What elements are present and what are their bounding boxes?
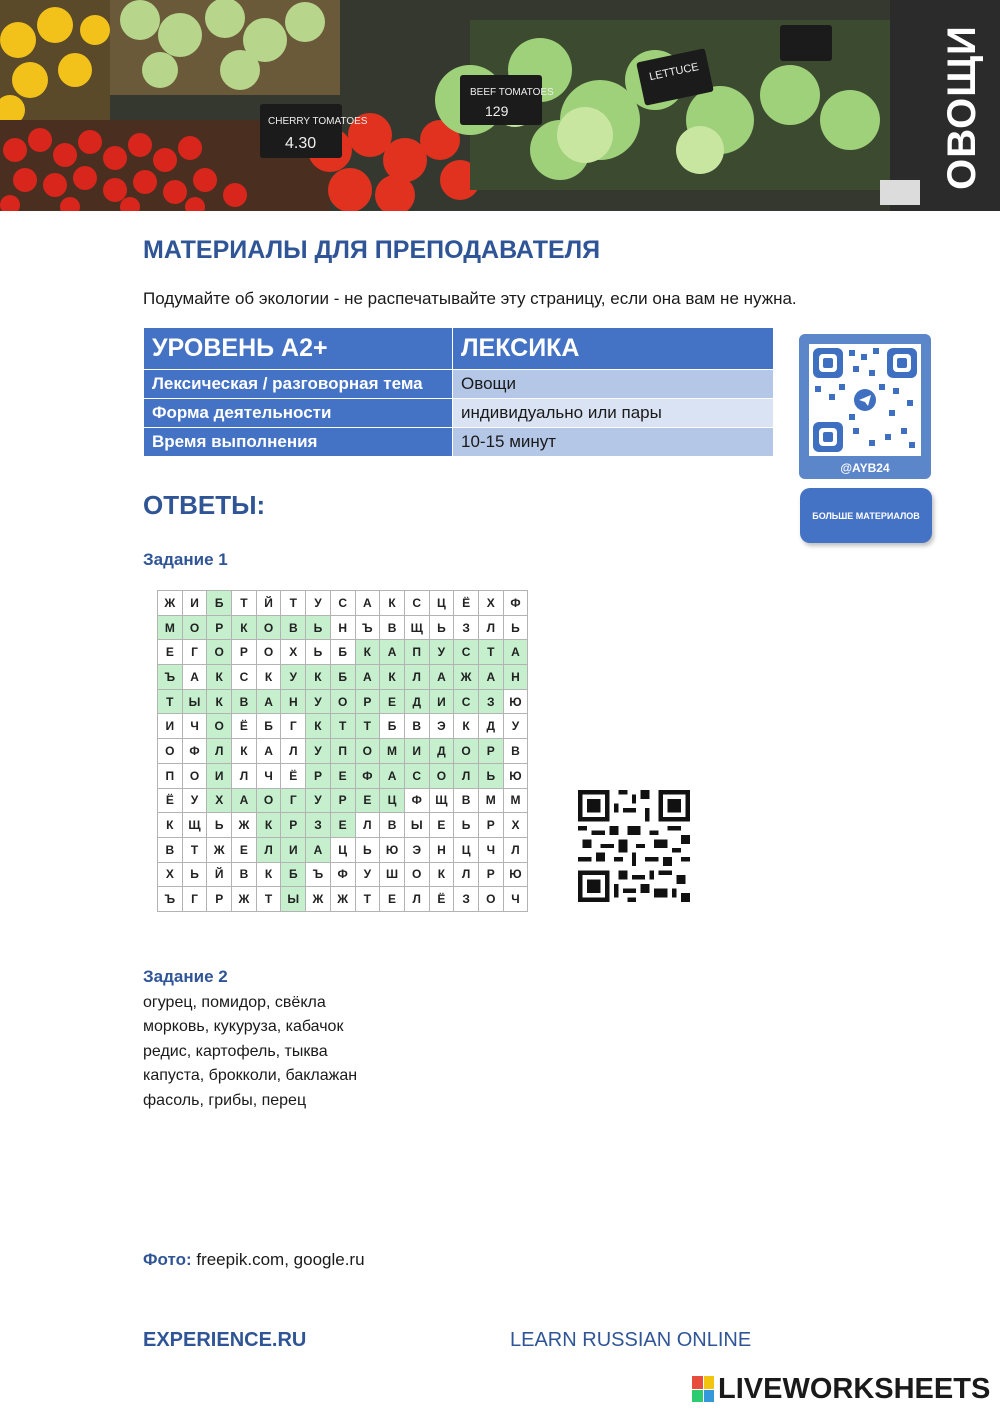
grid-cell: Р bbox=[478, 862, 503, 887]
photo-credit-value: freepik.com, google.ru bbox=[191, 1250, 365, 1269]
grid-cell: Т bbox=[281, 591, 306, 616]
grid-row bbox=[158, 640, 528, 665]
word-search-grid bbox=[157, 590, 528, 912]
grid-cell: Ю bbox=[503, 763, 528, 788]
qr-code-icon bbox=[809, 344, 921, 456]
grid-cell: З bbox=[306, 813, 331, 838]
more-materials-button[interactable]: БОЛЬШЕ МАТЕРИАЛОВ bbox=[800, 488, 932, 543]
grid-cell: Ы bbox=[182, 689, 207, 714]
grid-cell: Н bbox=[429, 837, 454, 862]
grid-row bbox=[158, 763, 528, 788]
grid-cell: Ё bbox=[232, 714, 257, 739]
grid-cell: Х bbox=[158, 862, 183, 887]
grid-cell: Й bbox=[256, 591, 281, 616]
grid-cell: Ъ bbox=[306, 862, 331, 887]
info-table-header bbox=[144, 328, 774, 370]
grid-cell: М bbox=[380, 739, 405, 764]
grid-cell: Д bbox=[429, 739, 454, 764]
grid-cell: Л bbox=[478, 615, 503, 640]
grid-cell: А bbox=[380, 640, 405, 665]
grid-cell: Е bbox=[158, 640, 183, 665]
grid-cell: К bbox=[380, 591, 405, 616]
grid-cell: Н bbox=[503, 665, 528, 690]
grid-cell: С bbox=[330, 591, 355, 616]
svg-text:BEEF TOMATOES: BEEF TOMATOES bbox=[470, 87, 554, 98]
grid-cell: К bbox=[306, 714, 331, 739]
grid-row bbox=[158, 689, 528, 714]
grid-cell: Л bbox=[404, 887, 429, 912]
qr-code-icon bbox=[578, 790, 690, 902]
grid-cell: О bbox=[355, 739, 380, 764]
grid-cell: К bbox=[454, 714, 479, 739]
grid-cell: У bbox=[503, 714, 528, 739]
grid-cell: Т bbox=[232, 591, 257, 616]
grid-cell: Э bbox=[429, 714, 454, 739]
footer-site-link[interactable]: EXPERIENCE.RU bbox=[143, 1329, 307, 1351]
grid-cell: П bbox=[330, 739, 355, 764]
grid-cell: Ч bbox=[182, 714, 207, 739]
grid-cell: Ж bbox=[232, 887, 257, 912]
grid-cell: Ь bbox=[429, 615, 454, 640]
grid-cell: Л bbox=[404, 665, 429, 690]
grid-cell: М bbox=[503, 788, 528, 813]
liveworksheets-brand bbox=[692, 1373, 990, 1405]
info-value: Овощи bbox=[453, 370, 774, 399]
grid-cell: Б bbox=[256, 714, 281, 739]
grid-cell: М bbox=[478, 788, 503, 813]
grid-cell: У bbox=[306, 788, 331, 813]
grid-cell: Е bbox=[380, 689, 405, 714]
grid-cell: Т bbox=[158, 689, 183, 714]
grid-cell: И bbox=[207, 763, 232, 788]
grid-cell: Ю bbox=[380, 837, 405, 862]
svg-text:LETTUCE: LETTUCE bbox=[648, 61, 700, 84]
answer-line: капуста, брокколи, баклажан bbox=[143, 1067, 358, 1085]
grid-cell: Р bbox=[355, 689, 380, 714]
grid-cell: О bbox=[158, 739, 183, 764]
grid-cell: Ж bbox=[232, 813, 257, 838]
grid-cell: Н bbox=[330, 615, 355, 640]
task2-answers bbox=[143, 991, 357, 1113]
grid-cell: В bbox=[158, 837, 183, 862]
grid-cell: Р bbox=[478, 739, 503, 764]
grid-cell: З bbox=[454, 615, 479, 640]
grid-cell: К bbox=[256, 665, 281, 690]
answer-line: морковь, кукуруза, кабачок bbox=[143, 1018, 344, 1036]
grid-row bbox=[158, 862, 528, 887]
grid-cell: О bbox=[182, 615, 207, 640]
grid-cell: С bbox=[454, 640, 479, 665]
grid-cell: С bbox=[404, 591, 429, 616]
grid-cell: А bbox=[478, 665, 503, 690]
grid-cell: К bbox=[306, 665, 331, 690]
grid-row bbox=[158, 887, 528, 912]
info-row-format bbox=[144, 399, 774, 428]
grid-cell: Д bbox=[478, 714, 503, 739]
grid-cell: О bbox=[256, 788, 281, 813]
grid-cell: М bbox=[158, 615, 183, 640]
info-value: 10-15 минут bbox=[453, 428, 774, 457]
vegetable-market-photo bbox=[0, 0, 1000, 211]
grid-cell: Л bbox=[232, 763, 257, 788]
grid-cell: К bbox=[207, 689, 232, 714]
grid-cell: Й bbox=[207, 862, 232, 887]
info-key: Время выполнения bbox=[144, 428, 453, 457]
grid-cell: Т bbox=[330, 714, 355, 739]
grid-cell: У bbox=[182, 788, 207, 813]
grid-row bbox=[158, 714, 528, 739]
grid-cell: З bbox=[454, 887, 479, 912]
grid-cell: У bbox=[281, 665, 306, 690]
page-title: МАТЕРИАЛЫ ДЛЯ ПРЕПОДАВАТЕЛЯ bbox=[143, 236, 601, 264]
grid-cell: Ш bbox=[380, 862, 405, 887]
grid-cell: В bbox=[380, 813, 405, 838]
grid-cell: И bbox=[281, 837, 306, 862]
grid-cell: Х bbox=[503, 813, 528, 838]
grid-cell: Т bbox=[355, 887, 380, 912]
grid-cell: К bbox=[232, 739, 257, 764]
grid-cell: Ъ bbox=[158, 887, 183, 912]
grid-row bbox=[158, 615, 528, 640]
grid-cell: О bbox=[182, 763, 207, 788]
grid-cell: Р bbox=[306, 763, 331, 788]
grid-cell: О bbox=[478, 887, 503, 912]
grid-cell: Ю bbox=[503, 862, 528, 887]
grid-cell: С bbox=[454, 689, 479, 714]
grid-cell: Ю bbox=[503, 689, 528, 714]
grid-cell: Ф bbox=[182, 739, 207, 764]
grid-cell: С bbox=[232, 665, 257, 690]
grid-cell: Ё bbox=[429, 887, 454, 912]
grid-cell: Ь bbox=[503, 615, 528, 640]
grid-cell: Ь bbox=[207, 813, 232, 838]
grid-cell: Ф bbox=[404, 788, 429, 813]
grid-cell: В bbox=[503, 739, 528, 764]
grid-cell: Р bbox=[281, 813, 306, 838]
qr-pattern bbox=[809, 344, 921, 456]
info-row-time bbox=[144, 428, 774, 457]
grid-cell: О bbox=[256, 615, 281, 640]
grid-cell: Ы bbox=[404, 813, 429, 838]
svg-text:CHERRY TOMATOES: CHERRY TOMATOES bbox=[268, 116, 368, 127]
grid-cell: У bbox=[355, 862, 380, 887]
info-value: индивидуально или пары bbox=[453, 399, 774, 428]
grid-cell: Ж bbox=[207, 837, 232, 862]
grid-cell: Ч bbox=[256, 763, 281, 788]
grid-cell: Т bbox=[355, 714, 380, 739]
grid-cell: Ь bbox=[306, 640, 331, 665]
grid-cell: У bbox=[429, 640, 454, 665]
grid-cell: И bbox=[429, 689, 454, 714]
grid-cell: Г bbox=[281, 788, 306, 813]
grid-cell: Ь bbox=[478, 763, 503, 788]
grid-cell: О bbox=[330, 689, 355, 714]
grid-cell: Ь bbox=[182, 862, 207, 887]
grid-cell: Р bbox=[232, 640, 257, 665]
grid-cell: Ч bbox=[478, 837, 503, 862]
grid-cell: Б bbox=[207, 591, 232, 616]
grid-cell: У bbox=[306, 591, 331, 616]
grid-cell: Х bbox=[478, 591, 503, 616]
grid-cell: А bbox=[256, 689, 281, 714]
grid-cell: Щ bbox=[404, 615, 429, 640]
info-row-topic bbox=[144, 370, 774, 399]
grid-cell: К bbox=[256, 862, 281, 887]
grid-cell: Х bbox=[207, 788, 232, 813]
grid-cell: А bbox=[355, 591, 380, 616]
grid-cell: К bbox=[355, 640, 380, 665]
grid-cell: Ъ bbox=[158, 665, 183, 690]
grid-cell: П bbox=[158, 763, 183, 788]
grid-cell: Е bbox=[232, 837, 257, 862]
grid-cell: Ц bbox=[330, 837, 355, 862]
grid-cell: Е bbox=[380, 887, 405, 912]
grid-cell: Р bbox=[330, 788, 355, 813]
grid-cell: В bbox=[404, 714, 429, 739]
grid-cell: В bbox=[232, 689, 257, 714]
grid-cell: Б bbox=[330, 665, 355, 690]
grid-cell: И bbox=[404, 739, 429, 764]
answer-line: редис, картофель, тыква bbox=[143, 1042, 328, 1060]
grid-cell: О bbox=[207, 640, 232, 665]
task2-label: Задание 2 bbox=[143, 967, 228, 986]
liveworksheets-logo-icon bbox=[692, 1376, 714, 1402]
grid-cell: Н bbox=[281, 689, 306, 714]
grid-cell: Е bbox=[330, 813, 355, 838]
grid-cell: А bbox=[306, 837, 331, 862]
grid-row bbox=[158, 813, 528, 838]
grid-cell: Ъ bbox=[355, 615, 380, 640]
grid-cell: И bbox=[182, 591, 207, 616]
grid-cell: О bbox=[404, 862, 429, 887]
grid-cell: Г bbox=[281, 714, 306, 739]
grid-cell: В bbox=[281, 615, 306, 640]
grid-cell: Т bbox=[256, 887, 281, 912]
grid-cell: Т bbox=[478, 640, 503, 665]
grid-cell: К bbox=[232, 615, 257, 640]
level-label: УРОВЕНЬ А2+ bbox=[144, 328, 453, 370]
grid-cell: Ц bbox=[380, 788, 405, 813]
grid-cell: Б bbox=[281, 862, 306, 887]
category-label: ЛЕКСИКА bbox=[453, 328, 774, 370]
grid-cell: Ф bbox=[355, 763, 380, 788]
grid-cell: Ж bbox=[330, 887, 355, 912]
grid-cell: Ч bbox=[503, 887, 528, 912]
grid-cell: Р bbox=[207, 887, 232, 912]
grid-cell: Ф bbox=[503, 591, 528, 616]
grid-cell: О bbox=[207, 714, 232, 739]
eco-note: Подумайте об экологии - не распечатывайте эту страницу, если она вам не нужна. bbox=[143, 289, 797, 308]
grid-cell: З bbox=[478, 689, 503, 714]
grid-cell: Г bbox=[182, 640, 207, 665]
grid-cell: А bbox=[355, 665, 380, 690]
grid-cell: Л bbox=[355, 813, 380, 838]
svg-text:129: 129 bbox=[485, 103, 509, 119]
grid-cell: И bbox=[158, 714, 183, 739]
grid-cell: Л bbox=[281, 739, 306, 764]
grid-row bbox=[158, 837, 528, 862]
grid-row bbox=[158, 591, 528, 616]
grid-cell: Ц bbox=[429, 591, 454, 616]
grid-cell: А bbox=[232, 788, 257, 813]
grid-cell: Э bbox=[404, 837, 429, 862]
grid-cell: К bbox=[158, 813, 183, 838]
grid-cell: Ь bbox=[306, 615, 331, 640]
grid-cell: Ф bbox=[330, 862, 355, 887]
banner-title: ОВОЩИ bbox=[939, 25, 984, 190]
grid-cell: Д bbox=[404, 689, 429, 714]
grid-cell: Р bbox=[478, 813, 503, 838]
grid-cell: Е bbox=[429, 813, 454, 838]
telegram-handle: @AYB24 bbox=[840, 461, 890, 475]
grid-cell: К bbox=[380, 665, 405, 690]
info-key: Форма деятельности bbox=[144, 399, 453, 428]
grid-cell: Ж bbox=[158, 591, 183, 616]
grid-cell: У bbox=[306, 689, 331, 714]
grid-cell: Ё bbox=[158, 788, 183, 813]
answers-heading: ОТВЕТЫ: bbox=[143, 490, 266, 520]
grid-cell: Е bbox=[330, 763, 355, 788]
grid-cell: Л bbox=[256, 837, 281, 862]
answer-line: огурец, помидор, свёкла bbox=[143, 994, 326, 1011]
lesson-info-table bbox=[143, 327, 774, 457]
telegram-qr-card[interactable] bbox=[799, 334, 931, 479]
grid-row bbox=[158, 739, 528, 764]
photo-credit bbox=[143, 1250, 365, 1270]
grid-cell: Ё bbox=[281, 763, 306, 788]
grid-cell: Щ bbox=[429, 788, 454, 813]
grid-cell: С bbox=[404, 763, 429, 788]
grid-cell: У bbox=[306, 739, 331, 764]
grid-cell: В bbox=[454, 788, 479, 813]
grid-cell: В bbox=[232, 862, 257, 887]
grid-cell: В bbox=[380, 615, 405, 640]
grid-cell: Щ bbox=[182, 813, 207, 838]
grid-cell: Ц bbox=[454, 837, 479, 862]
grid-cell: Л bbox=[503, 837, 528, 862]
grid-cell: О bbox=[429, 763, 454, 788]
grid-cell: Р bbox=[207, 615, 232, 640]
grid-cell: П bbox=[404, 640, 429, 665]
brand-name: LIVEWORKSHEETS bbox=[718, 1372, 991, 1405]
grid-cell: Ы bbox=[281, 887, 306, 912]
grid-cell: Т bbox=[182, 837, 207, 862]
grid-cell: О bbox=[256, 640, 281, 665]
grid-cell: Л bbox=[454, 862, 479, 887]
grid-cell: Ж bbox=[306, 887, 331, 912]
grid-row bbox=[158, 788, 528, 813]
grid-cell: Е bbox=[355, 788, 380, 813]
footer-tagline: LEARN RUSSIAN ONLINE bbox=[510, 1329, 752, 1351]
grid-cell: Х bbox=[281, 640, 306, 665]
grid-cell: Ь bbox=[454, 813, 479, 838]
answer-line: фасоль, грибы, перец bbox=[143, 1091, 307, 1109]
grid-cell: К bbox=[207, 665, 232, 690]
grid-cell: Б bbox=[330, 640, 355, 665]
grid-cell: Г bbox=[182, 887, 207, 912]
grid-cell: Ё bbox=[454, 591, 479, 616]
grid-cell: Ь bbox=[355, 837, 380, 862]
grid-row bbox=[158, 665, 528, 690]
header-photo-banner bbox=[0, 0, 1000, 211]
grid-cell: А bbox=[503, 640, 528, 665]
grid-cell: А bbox=[380, 763, 405, 788]
grid-cell: Л bbox=[454, 763, 479, 788]
grid-cell: К bbox=[256, 813, 281, 838]
photo-credit-label: Фото: bbox=[143, 1250, 192, 1269]
svg-text:4.30: 4.30 bbox=[285, 135, 317, 152]
grid-cell: А bbox=[182, 665, 207, 690]
grid-cell: Ж bbox=[454, 665, 479, 690]
grid-cell: К bbox=[429, 862, 454, 887]
grid-cell: Л bbox=[207, 739, 232, 764]
grid-cell: А bbox=[256, 739, 281, 764]
grid-cell: О bbox=[454, 739, 479, 764]
grid-cell: Б bbox=[380, 714, 405, 739]
info-key: Лексическая / разговорная тема bbox=[144, 370, 453, 399]
task1-label: Задание 1 bbox=[143, 550, 228, 569]
grid-cell: А bbox=[429, 665, 454, 690]
